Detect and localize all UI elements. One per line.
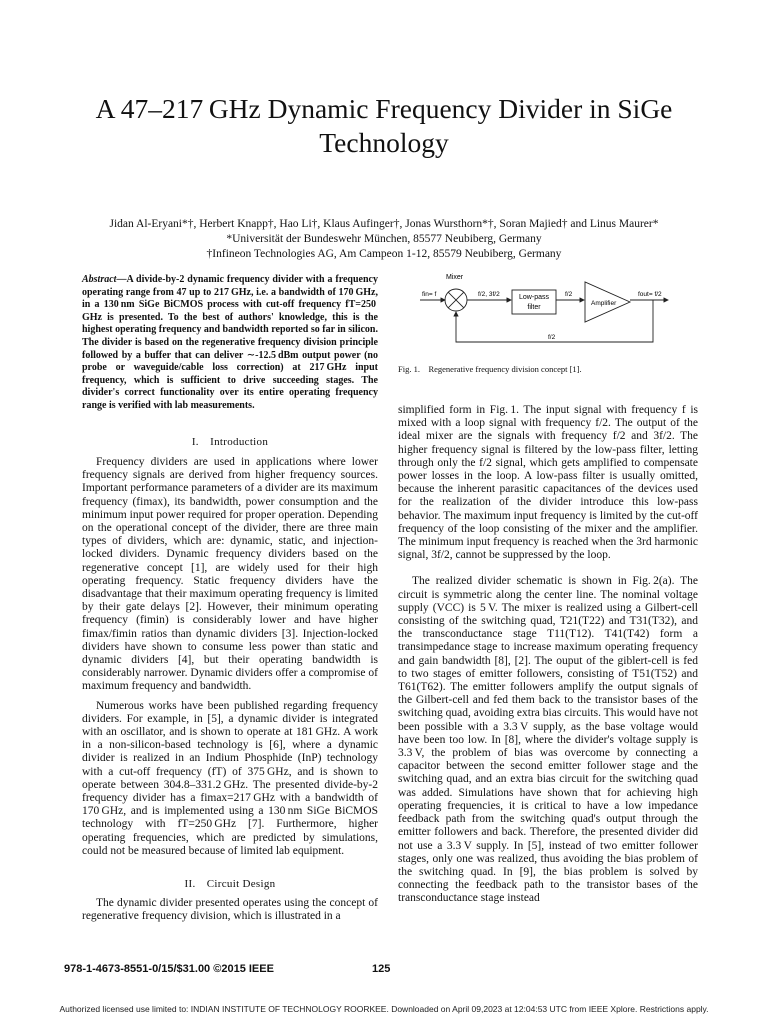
circuit-design-text bbox=[82, 897, 378, 923]
license-notice: Authorized licensed use limited to: INDIAN INSTITUTE OF TECHNOLOGY ROORKEE. Downloaded on April 09,2023 at 12:04:53 UTC from IEEE Xplore. Restrictions apply. bbox=[59, 1004, 709, 1014]
affiliation-1: *Universität der Bundeswehr München, 85577 Neubiberg, Germany bbox=[226, 233, 542, 245]
right-column-text bbox=[398, 404, 698, 906]
right-paragraph-1: simplified form in Fig. 1. The input signal with frequency f is mixed with a loop signal with frequency f/2. The output of the ideal mixer are the signals with frequency f/2 and 3f/2. The higher frequency signal is filtered by the low-pass filter, letting through only the f/2 signal, which gets amplified to compensate power losses in the loop. A low-pass filter is usually omitted, because the inherent parasitic capacitances of the devices used for the realization of the divider introduce this low-pass behavior. The maximum input frequency is limited by the cut-off frequency of the loop consisting of the mixer and the amplifier. The minimum input frequency is reached when the 3rd harmonic signal, 3f/2, cannot be suppressed by the loop. bbox=[398, 404, 698, 562]
figure-1-caption: Fig. 1. Regenerative frequency division concept [1]. bbox=[398, 364, 582, 374]
filter-output-label: f/2 bbox=[565, 291, 573, 298]
footer-isbn: 978-1-4673-8551-0/15/$31.00 ©2015 IEEE bbox=[64, 963, 274, 975]
mixer-symbol bbox=[445, 289, 467, 311]
filter-label-line-2: filter bbox=[527, 304, 541, 311]
author-block bbox=[20, 217, 748, 262]
input-label: fin= f bbox=[422, 291, 437, 298]
page-number: 125 bbox=[372, 963, 391, 975]
design-paragraph-1: The dynamic divider presented operates using the concept of regenerative frequency division, which is illustrated in a bbox=[82, 897, 378, 923]
filter-label-line-1: Low-pass bbox=[519, 294, 549, 301]
abstract bbox=[82, 274, 378, 413]
amplifier-label: Amplifier bbox=[591, 300, 617, 307]
output-label: fout= f/2 bbox=[638, 291, 662, 298]
introduction-text bbox=[82, 456, 378, 858]
paper-title: A 47–217 GHz Dynamic Frequency Divider in SiGe Technology bbox=[95, 93, 673, 158]
section-heading-introduction: I. Introduction bbox=[191, 436, 269, 448]
intro-paragraph-1: Frequency dividers are used in applications where lower frequency signals are derived from higher frequency sources. Important performance parameters of a divider are its maximum frequency (fimax), its bandwidth, power consumption and the minimum input power required for proper operation. Depending on the operational concept of the divider, there are three main types of dividers, which are: dynamic, static, and injection-locked dividers. Dynamic frequency dividers based on the regenerative concept [1], are widely used for their high operating frequency. Static frequency dividers have the disadvantage that their maximum operating frequency is limited by their gate delays [2]. However, their minimum operating frequency (fimin) is considerably lower and have higher fimax/fimin ratios than dynamic dividers [3]. Injection-locked dividers have shown to consume less power than static and dynamic dividers [4], but their operating bandwidth is considerably narrower. Dynamic dividers offer a compromise of maximum frequency and bandwidth. bbox=[82, 456, 378, 693]
mixer-label: Mixer bbox=[446, 274, 464, 281]
mixer-output-label: f/2, 3f/2 bbox=[478, 291, 500, 298]
section-heading-circuit-design: II. Circuit Design bbox=[184, 878, 276, 890]
affiliation-2: †Infineon Technologies AG, Am Campeon 1-12, 85579 Neubiberg, Germany bbox=[206, 248, 562, 260]
intro-paragraph-2: Numerous works have been published regarding frequency dividers. For example, in [5], a dynamic divider is integrated with an oscillator, and is shown to operate at 181 GHz. A work in a non-silicon-based technology is [6], where a dynamic divider is realized in an Indium Phosphide (InP) technology with a cut-off frequency (fT) of 375 GHz, and is shown to operate between 304.8–331.2 GHz. The presented divide-by-2 frequency divider has a fimax=217 GHz with a bandwidth of 170 GHz, and is implemented using a 130 nm SiGe BiCMOS technology with fT=250 GHz [7]. Furthermore, higher operating frequencies, which are predicted by simulations, could not be measured because of limited lab equipment. bbox=[82, 699, 378, 857]
block-diagram bbox=[398, 268, 698, 348]
author-list: Jidan Al-Eryani*†, Herbert Knapp†, Hao Li†, Klaus Aufinger†, Jonas Wursthorn*†, Soran Majied† and Linus Maurer* bbox=[109, 218, 659, 230]
figure-regenerative-divider bbox=[398, 268, 698, 348]
feedback-label: f/2 bbox=[548, 334, 556, 341]
right-paragraph-2: The realized divider schematic is shown in Fig. 2(a). The circuit is symmetric along the center line. The nominal voltage supply (VCC) is 5 V. The mixer is realized using a Gilbert-cell consisting of the switching quad, T21(T22) and T31(T32), and the transconductance stage T11(T12). T41(T42) form a transimpedance stage to increase maximum operating frequency and gain bandwidth [8], [2]. The ouput of the giblert-cell is fed to two stages of emitter followers, consisting of T51(T52) and T61(T62). The emitter followers amplify the output signals of the Gilbert-cell and fed them back to the transistor bases of the switching quad, avoiding extra bias circuits. This would have not been possible with a 3.3 V supply, as the base voltage would have been too low. In [8], where the divider's voltage supply is 3.3 V, the problem of bias was overcome by connecting a capacitor between the second emitter follower stage and the switching quad, and an extra bias circuit for the switching quad was added. Simulations have shown that for achieving high operating frequencies, it is critical to have a low impedance feedback path from the switching quad's output through the emitter followers and back. Therefore, the presented divider did not use a 3.3 V supply. In [5], instead of two emitter follower stages, only one was realized, thus avoiding the bias problem of the switching quad. In [9], the bias problem is solved by connecting the feedback path to the transistor bases of the transconductance stage instead bbox=[398, 575, 698, 905]
abstract-lead: Abstract bbox=[82, 274, 117, 285]
abstract-body: —A divide-by-2 dynamic frequency divider with a frequency operating range from 47 up to 217 GHz, i.e. a bandwidth of 170 GHz, in a 130 nm SiGe BiCMOS process with cut-off frequency fT=250 GHz is presented. To the best of authors' knowledge, this is the highest operating frequency and bandwidth reported so far in silicon. The divider is based on the regenerative frequency division principle followed by a buffer that can deliver ∼-12.5 dBm output power (no probe or waveguide/cable loss correction) at 217 GHz input frequency, which is sufficient to drive succeeding stages. The divider's correct functionality over its entire operating frequency range is verified with lab measurements. bbox=[82, 274, 378, 411]
